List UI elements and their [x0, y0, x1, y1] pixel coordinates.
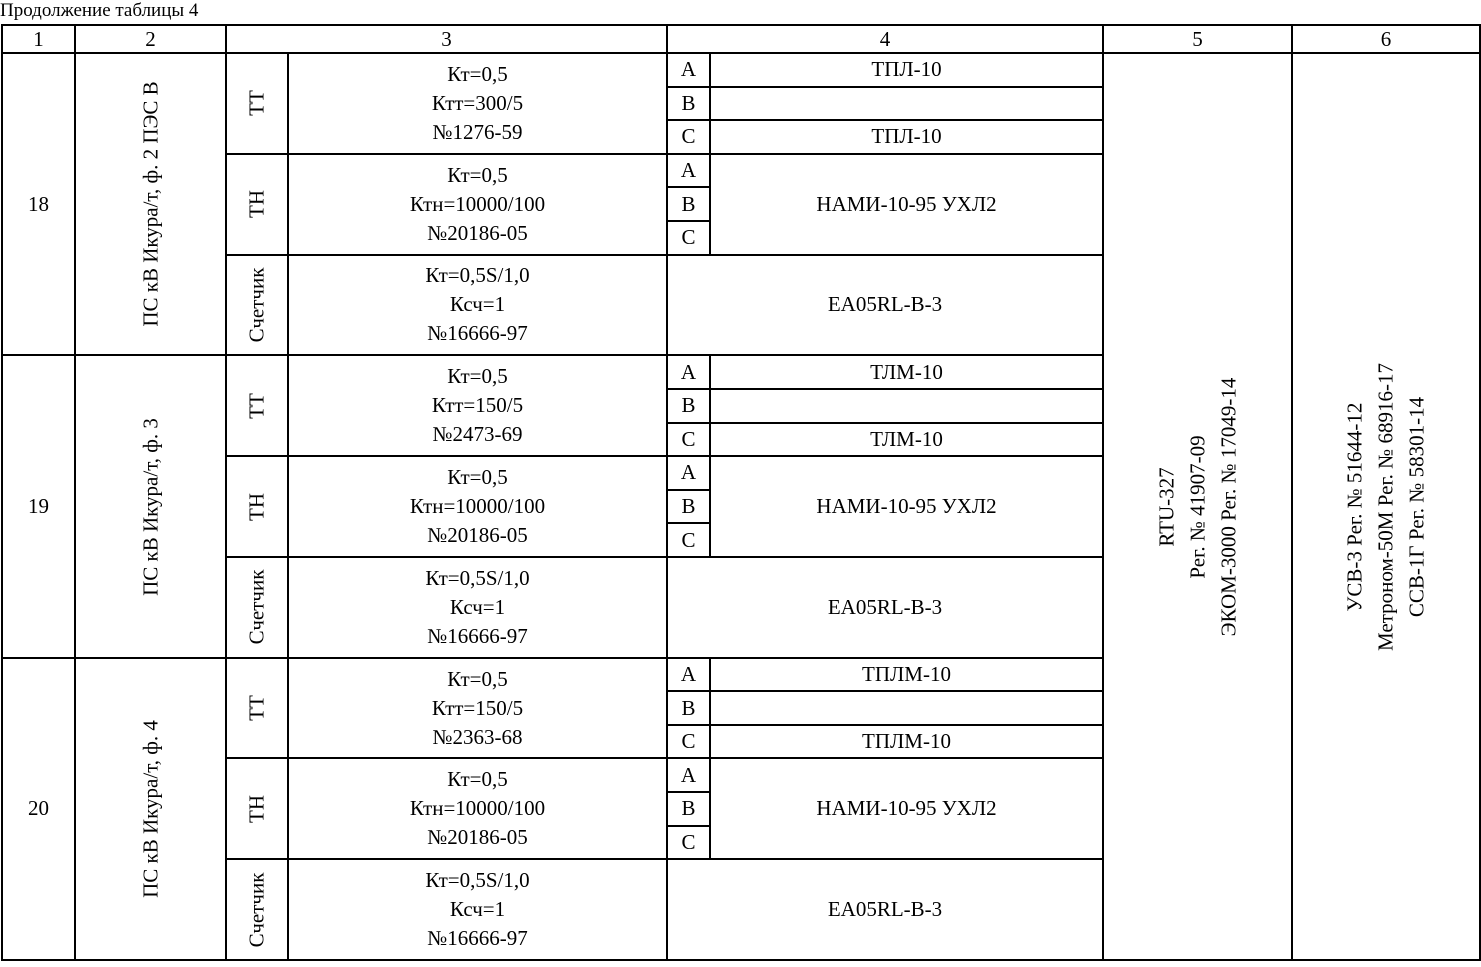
tn-label: ТН: [244, 794, 269, 823]
tt-type-cell: [710, 389, 1103, 423]
tt-label-cell: [226, 658, 288, 759]
tn-type-cell: НАМИ-10-95 УХЛ2: [710, 758, 1103, 859]
header-cell-2: 2: [75, 25, 226, 53]
header-cell-1: 1: [2, 25, 75, 53]
header-cell-4: 4: [667, 25, 1103, 53]
header-cell-6: 6: [1292, 25, 1480, 53]
spec-line: Кт=0,5S/1,0: [425, 565, 530, 590]
tt-type-cell: ТПЛ-10: [710, 120, 1103, 154]
spec-line: Кт=0,5: [447, 767, 508, 792]
object-name-cell: [75, 355, 226, 657]
meter-label-cell: [226, 255, 288, 356]
tt-label: ТТ: [244, 90, 269, 117]
spec-line: Кт=0,5S/1,0: [425, 868, 530, 893]
spec-line: Кт=0,5: [447, 465, 508, 490]
tn-specs: [288, 154, 667, 255]
tt-type-cell: ТЛМ-10: [710, 355, 1103, 389]
tt-type-cell: ТЛМ-10: [710, 423, 1103, 457]
spec-line: Кт=0,5S/1,0: [425, 263, 530, 288]
meter-specs: [288, 255, 667, 356]
phase-cell: C: [667, 221, 710, 255]
phase-cell: A: [667, 456, 710, 490]
tt-type-cell: [710, 87, 1103, 121]
spec-line: №20186-05: [427, 523, 528, 548]
spec-line: Ктн=10000/100: [409, 796, 546, 821]
header-cell-3: 3: [226, 25, 667, 53]
meter-type-cell: ЕА05RL-В-3: [667, 255, 1103, 356]
spec-line: Кт=0,5: [447, 666, 508, 691]
time-sync-info-line: Метроном-50М Рег. № 68916-17: [1373, 362, 1398, 651]
spec-line: Кт=0,5: [447, 364, 508, 389]
meter-label-cell: [226, 859, 288, 960]
tt-specs: [288, 53, 667, 154]
meter-label: Счетчик: [244, 569, 269, 645]
object-name-cell: [75, 53, 226, 355]
controller-info-line: RTU-327: [1154, 466, 1178, 547]
tn-specs: [288, 456, 667, 557]
spec-line: Ктт=150/5: [431, 695, 524, 720]
tt-type-cell: ТПЛМ-10: [710, 658, 1103, 692]
phase-cell: C: [667, 725, 710, 759]
tn-label-cell: [226, 758, 288, 859]
spec-line: Ксч=1: [449, 292, 506, 317]
tt-type-cell: ТПЛМ-10: [710, 725, 1103, 759]
phase-cell: A: [667, 658, 710, 692]
tt-label-cell: [226, 53, 288, 154]
phase-cell: A: [667, 355, 710, 389]
controller-info-line: Рег. № 41907-09: [1185, 434, 1209, 579]
time-sync-info-line: УСВ-3 Рег. № 51644-12: [1342, 402, 1367, 611]
object-number: 20: [2, 658, 75, 960]
phase-cell: A: [667, 758, 710, 792]
tn-label-cell: [226, 154, 288, 255]
meter-type-cell: ЕА05RL-В-3: [667, 557, 1103, 658]
spec-line: №20186-05: [427, 825, 528, 850]
object-name: ПС кВ Икура/т, ф. 4: [138, 719, 162, 898]
column5-cell: [1103, 53, 1292, 960]
object-number: 18: [2, 53, 75, 355]
controller-info: [1151, 377, 1244, 636]
phase-cell: C: [667, 423, 710, 457]
tt-type-cell: ТПЛ-10: [710, 53, 1103, 87]
spec-line: Ктт=300/5: [431, 90, 524, 115]
spec-line: Ктн=10000/100: [409, 494, 546, 519]
object-name: ПС кВ Икура/т, ф. 3: [138, 417, 162, 596]
phase-cell: C: [667, 120, 710, 154]
header-cell-5: 5: [1103, 25, 1292, 53]
tn-label-cell: [226, 456, 288, 557]
object-number: 19: [2, 355, 75, 657]
time-sync-info: [1340, 363, 1433, 651]
spec-line: №16666-97: [427, 321, 528, 346]
meter-specs: [288, 859, 667, 960]
spec-line: Ксч=1: [449, 594, 506, 619]
tn-label: ТН: [244, 492, 269, 521]
meter-specs: [288, 557, 667, 658]
phase-cell: C: [667, 826, 710, 860]
tn-label: ТН: [244, 190, 269, 219]
meter-label: Счетчик: [244, 872, 269, 948]
object-name: ПС кВ Икура/т, ф. 2 ПЭС В: [138, 81, 162, 327]
tn-specs: [288, 758, 667, 859]
equipment-table: [1, 24, 1481, 961]
spec-line: №2473-69: [432, 422, 523, 447]
table-row: [2, 53, 1480, 87]
tt-label: ТТ: [244, 695, 269, 721]
spec-line: Кт=0,5: [447, 61, 508, 86]
time-sync-info-line: ССВ-1Г Рег. № 58301-14: [1404, 396, 1429, 617]
phase-cell: B: [667, 187, 710, 221]
spec-line: №2363-68: [432, 724, 523, 749]
phase-cell: B: [667, 792, 710, 826]
tn-type-cell: НАМИ-10-95 УХЛ2: [710, 154, 1103, 255]
phase-cell: C: [667, 523, 710, 557]
spec-line: Кт=0,5: [447, 162, 508, 187]
tt-specs: [288, 658, 667, 759]
tt-label-cell: [226, 355, 288, 456]
tt-specs: [288, 355, 667, 456]
spec-line: №16666-97: [427, 926, 528, 951]
tt-label: ТТ: [244, 392, 269, 419]
meter-label-cell: [226, 557, 288, 658]
tn-type-cell: НАМИ-10-95 УХЛ2: [710, 456, 1103, 557]
meter-type-cell: ЕА05RL-В-3: [667, 859, 1103, 960]
tt-type-cell: [710, 691, 1103, 725]
spec-line: №20186-05: [427, 220, 528, 245]
phase-cell: A: [667, 53, 710, 87]
object-name-cell: [75, 658, 226, 960]
spec-line: Ктт=150/5: [431, 393, 524, 418]
column6-cell: [1292, 53, 1480, 960]
spec-line: Ксч=1: [449, 897, 506, 922]
table-caption: Продолжение таблицы 4: [0, 0, 199, 21]
phase-cell: B: [667, 389, 710, 423]
spec-line: Ктн=10000/100: [409, 191, 546, 216]
header-row: [2, 25, 1480, 53]
phase-cell: B: [667, 691, 710, 725]
phase-cell: A: [667, 154, 710, 188]
controller-info-line: ЭКОМ-3000 Рег. № 17049-14: [1216, 377, 1240, 636]
spec-line: №1276-59: [432, 119, 523, 144]
phase-cell: B: [667, 87, 710, 121]
meter-label: Счетчик: [244, 267, 269, 343]
spec-line: №16666-97: [427, 623, 528, 648]
phase-cell: B: [667, 490, 710, 524]
